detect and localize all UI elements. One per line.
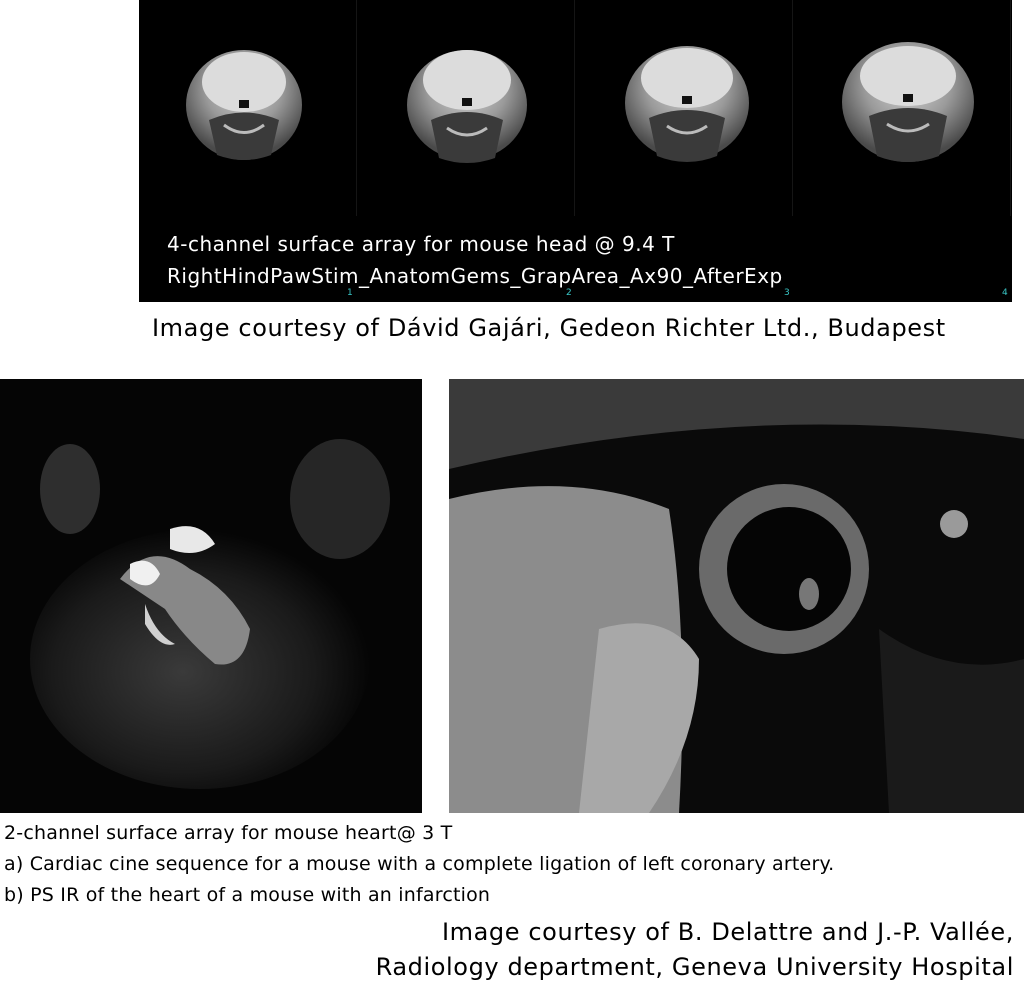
psir-heart-image	[449, 379, 1024, 813]
brain-mri-panel	[139, 0, 1012, 302]
credit-top: Image courtesy of Dávid Gajári, Gedeon Richter Ltd., Budapest	[152, 314, 946, 342]
brain-slice-3	[575, 0, 793, 216]
top-caption-line2: RightHindPawStim_AnatomGems_GrapArea_Ax90_AfterExp	[167, 264, 783, 288]
credit-bottom-line1: Image courtesy of B. Delattre and J.-P. Vallée,	[441, 918, 1014, 946]
slice-number-3: 3	[784, 288, 790, 298]
credit-bottom-line2: Radiology department, Geneva University Hospital	[375, 953, 1014, 981]
bottom-caption-line3: b) PS IR of the heart of a mouse with an infarction	[4, 884, 491, 906]
cardiac-cine-image	[0, 379, 422, 813]
slice-number-2: 2	[566, 288, 572, 298]
slice-number-4: 4	[1002, 288, 1008, 298]
brain-slice-1	[139, 0, 357, 216]
slice-number-1: 1	[347, 288, 353, 298]
top-caption-line1: 4-channel surface array for mouse head @ 9.4 T	[167, 232, 675, 256]
brain-slice-2	[357, 0, 575, 216]
brain-slice-4	[793, 0, 1011, 216]
bottom-caption-line1: 2-channel surface array for mouse heart@ 3 T	[4, 822, 453, 844]
bottom-caption-line2: a) Cardiac cine sequence for a mouse with a complete ligation of left coronary artery.	[4, 853, 835, 875]
